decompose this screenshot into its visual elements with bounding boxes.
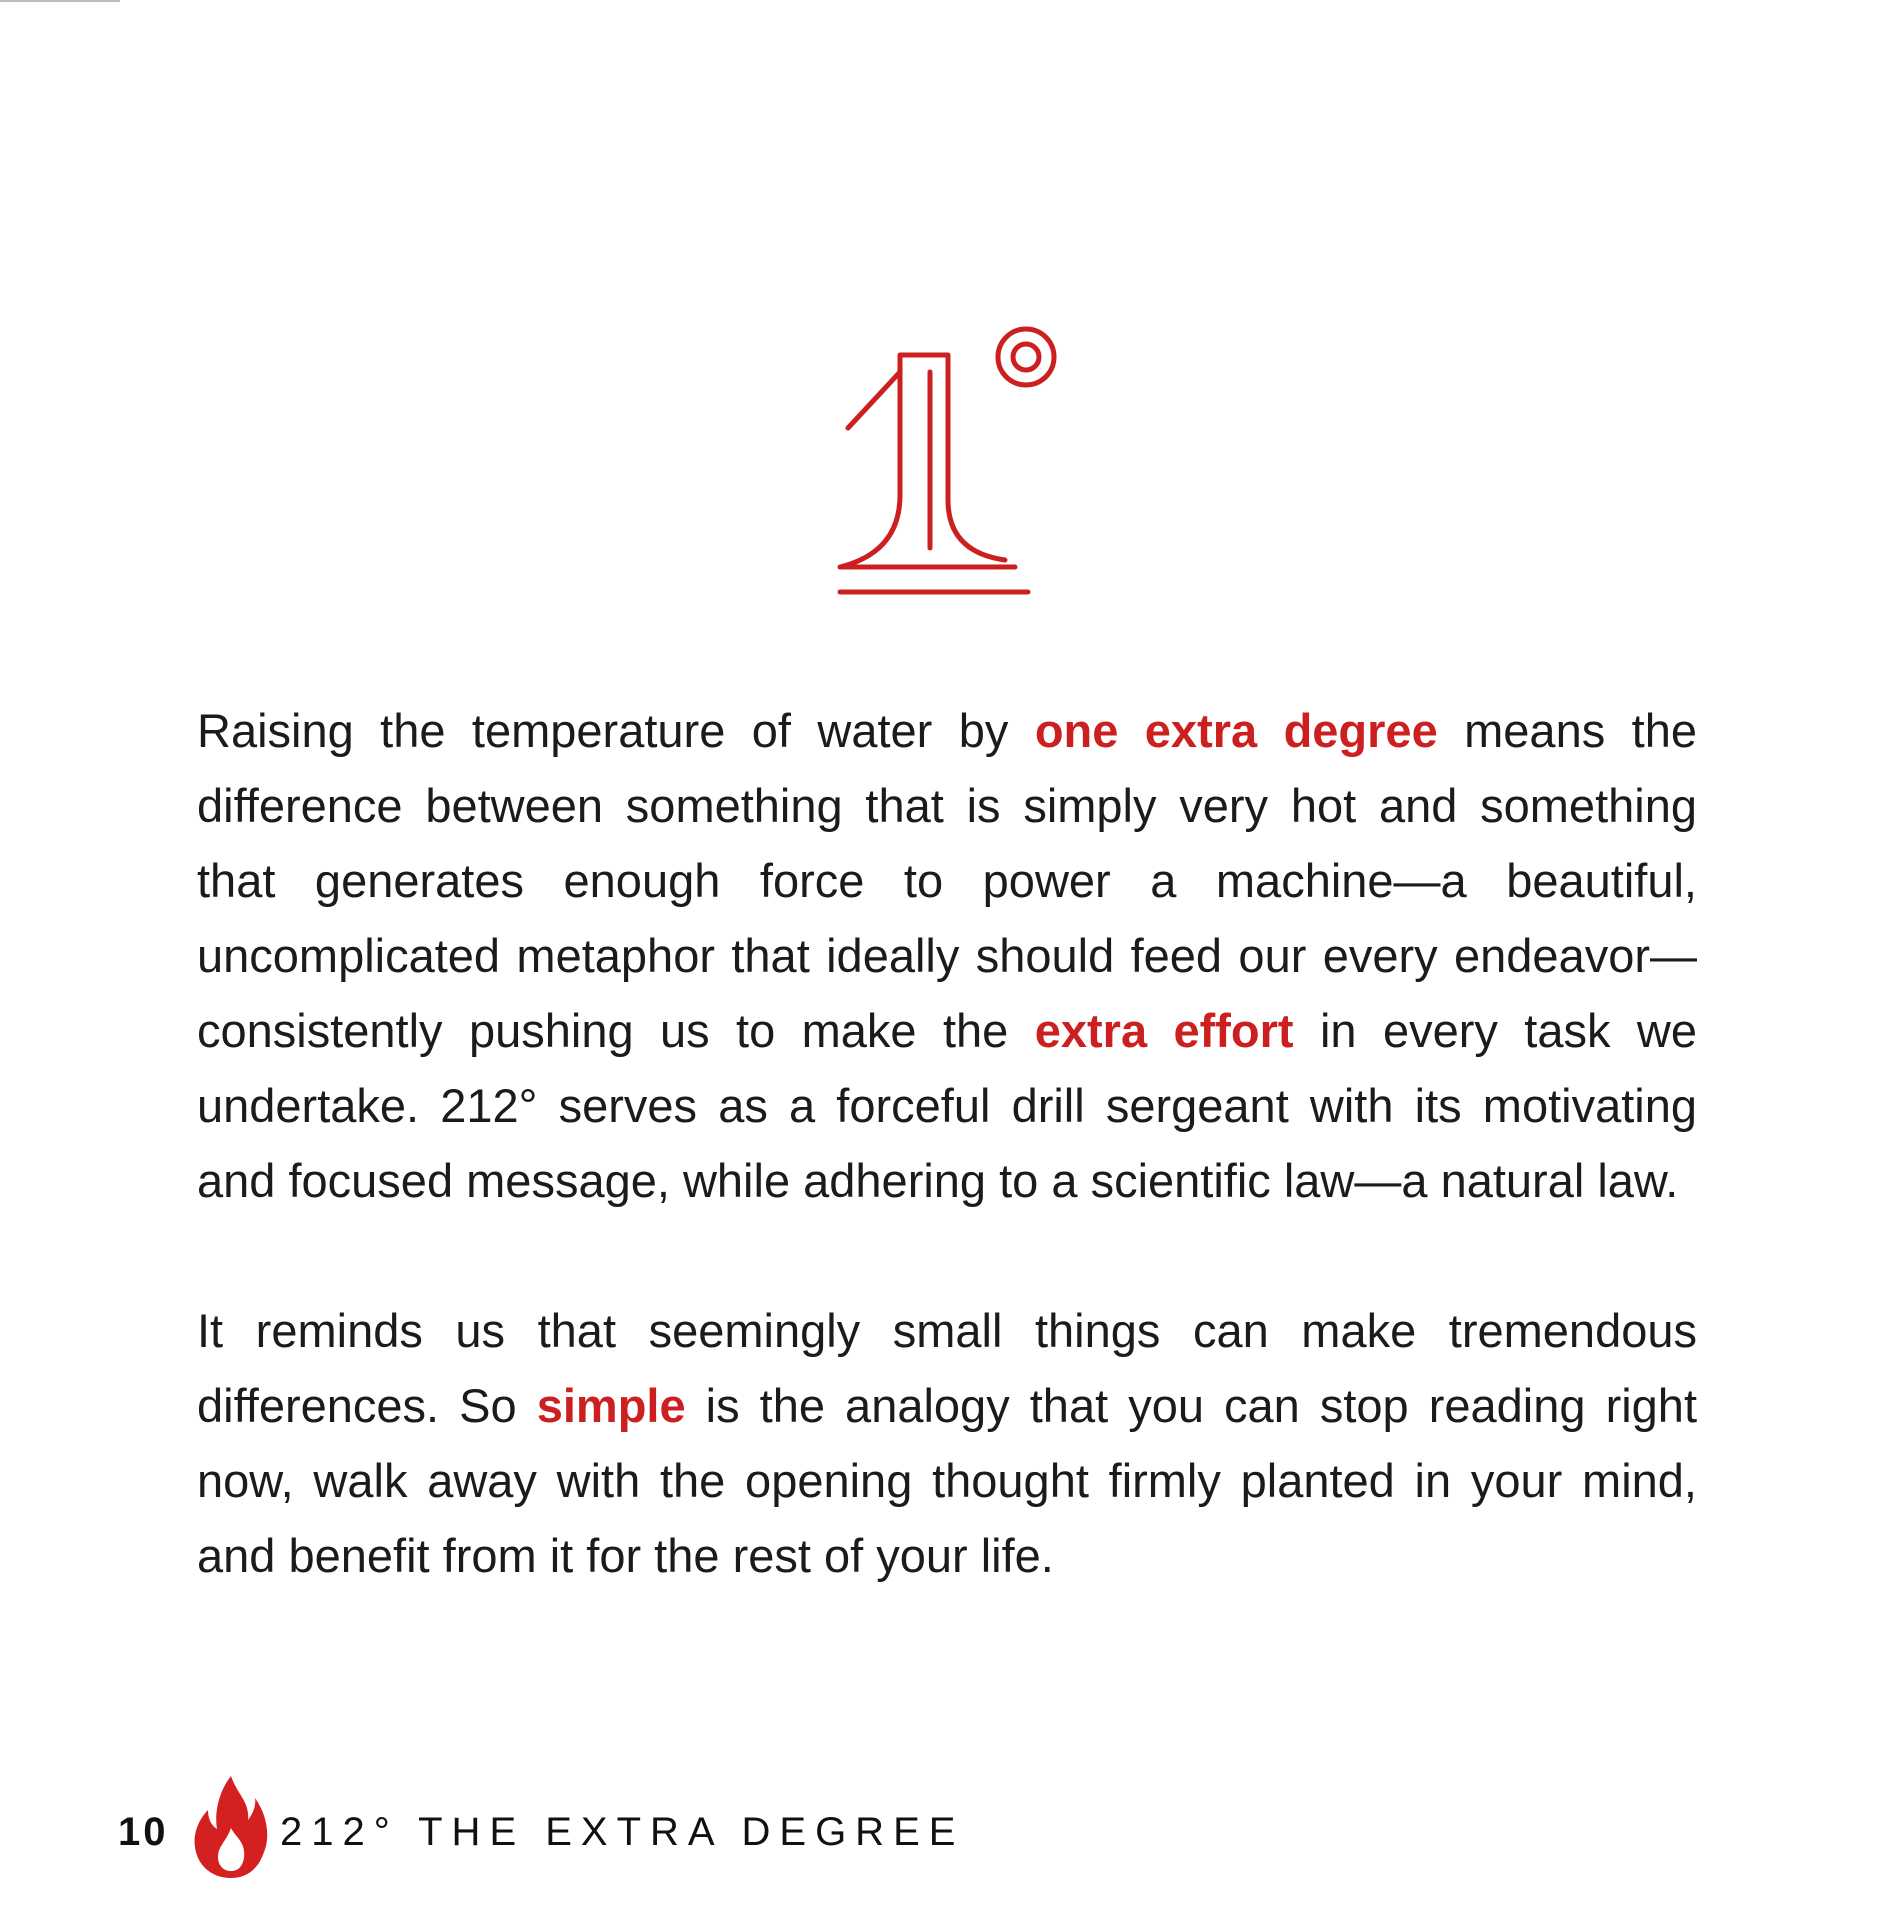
highlight-simple: simple [536,1379,686,1432]
highlight-one-extra-degree: one extra degree [1034,704,1438,757]
paragraph-1-text: in every task we undertake. 212° serves as a forceful drill sergeant with its motivating and focused message, while adhering to a scientific law—a natural law. [197,1004,1697,1207]
running-title: 212° THE EXTRA DEGREE [280,1810,965,1854]
paragraph-1 [197,693,1697,1218]
body-text [197,693,1697,1593]
page-number: 10 [118,1810,169,1854]
top-edge-rule [0,0,120,2]
flame-icon [190,1772,272,1882]
page-footer [118,1762,1318,1882]
paragraph-1-text: Raising the temperature of water by [197,704,1035,757]
paragraph-2-text: is the analogy that you can stop reading right now, walk away with the opening thought firmly planted in your mind, and benefit from it for the rest of your life. [197,1379,1698,1582]
highlight-extra-effort: extra effort [1034,1004,1294,1057]
paragraph-1-text: means the difference between something that is simply very hot and something that generates enough force to power a machine—a beautiful, uncomplicated metaphor that ideally should feed our every endeavor—consistently pushing us to make the [197,704,1697,1057]
paragraph-2-text: It reminds us that seemingly small things can make tremendous differences. So [197,1304,1697,1432]
paragraph-2 [197,1293,1697,1593]
one-degree-icon [830,320,1070,610]
